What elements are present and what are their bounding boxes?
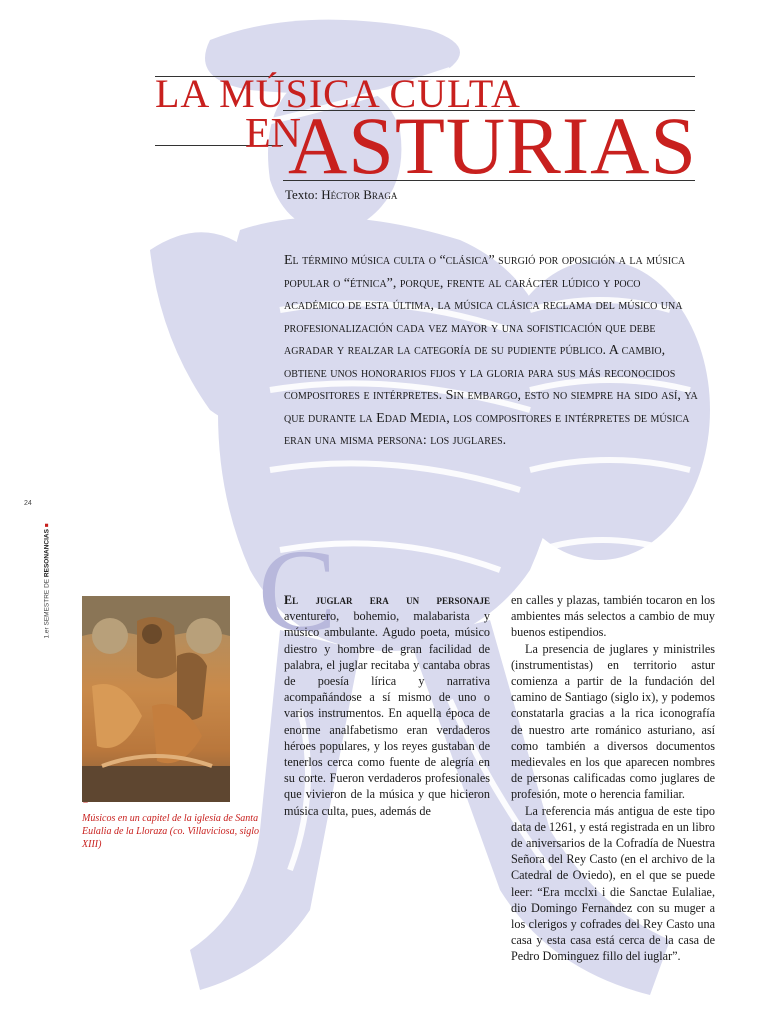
- column-1-text: aventurero, bohemio, malabarista y músico ambulante. Agudo poeta, músico diestro y hombre de gran facilidad de palabra, el juglar recitaba y cantaba obras de poesía lírica y narrativa acompañándose a sí mismo de uno o varios instrumentos. En aquella época de enorme analfabetismo eran verdaderos héroes populares, y los reyes gustaban de tenerlos cerca como fuente de alegría en su corte. Fueron verdaderos profesionales que vivieron de la música y que hicieron música culta, pues, además de: [284, 609, 490, 818]
- column-1-lead: El juglar era un personaje: [284, 593, 490, 607]
- title-line-1: LA MÚSICA CULTA: [155, 71, 521, 116]
- article-column-1: [284, 592, 490, 819]
- title-line-2: ASTURIAS: [288, 100, 697, 191]
- byline-label: Texto:: [285, 187, 319, 202]
- intro-paragraph: El término música culta o “clásica” surgió por oposición a la música popular o “étnica”, porque, frente al carácter lúdico y poco académico de esta última, la música clásica reclama del músico una profesionalización cada vez mayor y una sofisticación que debe agradar y realzar la categoría de su pudiente público. A cambio, obtiene unos honorarios fijos y la gloria para sus más reconocidos compositores e intérpretes. Sin embargo, esto no siempre ha sido así, ya que durante la Edad Media, los compositores e intérpretes de música eran una misma persona: los juglares.: [284, 253, 698, 448]
- byline-author: Héctor Braga: [321, 187, 398, 202]
- article-column-2: [511, 592, 715, 965]
- issue-label: [43, 523, 51, 639]
- square-icon: ■: [43, 523, 51, 528]
- column-2-paragraph-2: La presencia de juglares y ministriles (instrumentistas) en territorio astur comienza a partir de la fundación del camino de Santiago (siglo ix), y podemos constatarla gracias a la rica iconografía de nuestro arte románico asturiano, así como también a diversos documentos medievales en los que aparecen nombres de personas calificadas como juglares de profesión, mote o herencia familiar.: [511, 641, 715, 802]
- drop-cap: C: [258, 525, 337, 656]
- byline: [285, 187, 397, 203]
- magazine-name: RESONANCIAS: [43, 529, 51, 578]
- title-en: EN: [245, 111, 301, 157]
- issue-text: 1.er SEMESTRE DE: [43, 578, 51, 639]
- photo-caption: Músicos en un capitel de la iglesia de Santa Eulalia de la Lloraza (co. Villaviciosa, siglo XIII): [82, 813, 260, 850]
- column-2-paragraph-1: en calles y plazas, también tocaron en los ambientes más selectos a cambio de muy buenos estipendios.: [511, 593, 715, 640]
- capital-photo: [82, 596, 230, 802]
- column-2-paragraph-3: La referencia más antigua de este tipo data de 1261, y está registrada en un libro de aniversarios de la Cofradía de Nuestra Señora del Rey Casto (en el archivo de la Catedral de Oviedo), en el que se puede leer: “Era mcclxi i die Sanctae Eulaliae, dio Domingo Fernandez con su muger a los clerigos y cofrades del Rey Casto una casa y esta casa está cerca de la casa de Pedro Dominguez fillo del iuglar”.: [511, 803, 715, 964]
- page-number: 24: [24, 500, 32, 507]
